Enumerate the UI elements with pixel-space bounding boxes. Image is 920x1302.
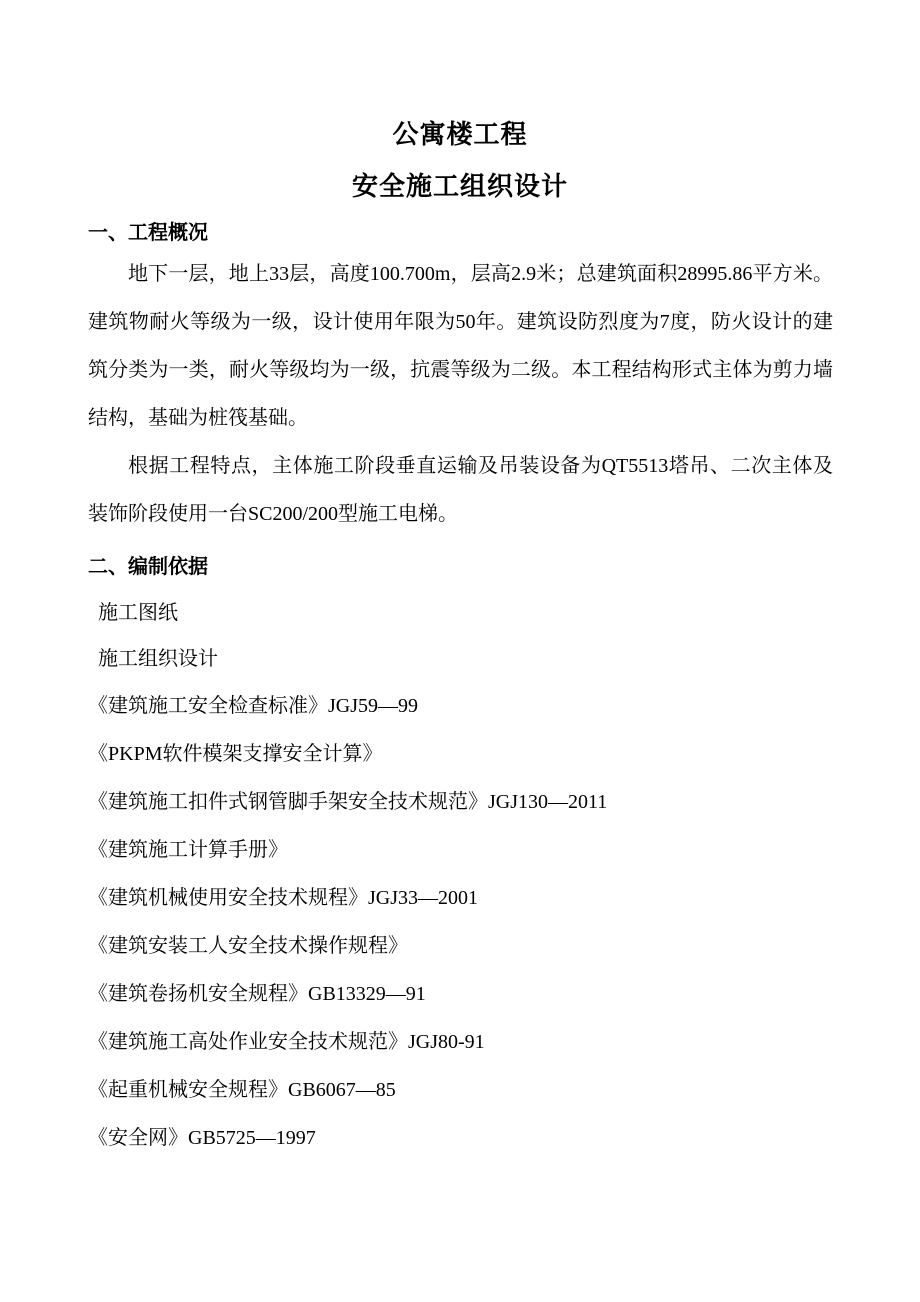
list-item: 《建筑机械使用安全技术规程》JGJ33—2001	[88, 887, 479, 909]
reference-list	[88, 590, 607, 1162]
list-item: 《安全网》GB5725—1997	[88, 1127, 316, 1149]
list-item: 《建筑安装工人安全技术操作规程》	[88, 935, 408, 957]
list-item: 施工组织设计	[98, 648, 218, 670]
list-item: 《建筑施工计算手册》	[88, 839, 288, 861]
overview-paragraph: 地下一层，地上33层，高度100.700m，层高2.9米；总建筑面积28995.86平方米。建筑物耐火等级为一级，设计使用年限为50年。建筑设防烈度为7度，防火设计的建筑分类为一类，耐火等级均为一级，抗震等级为二级。本工程结构形式主体为剪力墙结构，基础为桩筏基础。	[88, 263, 833, 429]
list-item: 《建筑卷扬机安全规程》GB13329—91	[88, 983, 426, 1005]
section-heading-overview: 一、工程概况	[88, 220, 208, 244]
list-item: 《起重机械安全规程》GB6067—85	[88, 1079, 396, 1101]
section-heading-basis: 二、编制依据	[88, 554, 208, 578]
list-item: 《建筑施工扣件式钢管脚手架安全技术规范》JGJ130—2011	[88, 791, 608, 813]
list-item: 施工图纸	[98, 602, 178, 624]
document-title: 公寓楼工程	[392, 120, 528, 150]
list-item: 《建筑施工高处作业安全技术规范》JGJ80-91	[88, 1031, 485, 1053]
equipment-paragraph: 根据工程特点，主体施工阶段垂直运输及吊装设备为QT5513塔吊、二次主体及装饰阶段使用一台SC200/200型施工电梯。	[88, 455, 833, 525]
list-item: 《建筑施工安全检查标准》JGJ59—99	[88, 695, 419, 717]
document-subtitle: 安全施工组织设计	[351, 172, 568, 202]
list-item: 《PKPM软件模架支撑安全计算》	[88, 743, 383, 765]
